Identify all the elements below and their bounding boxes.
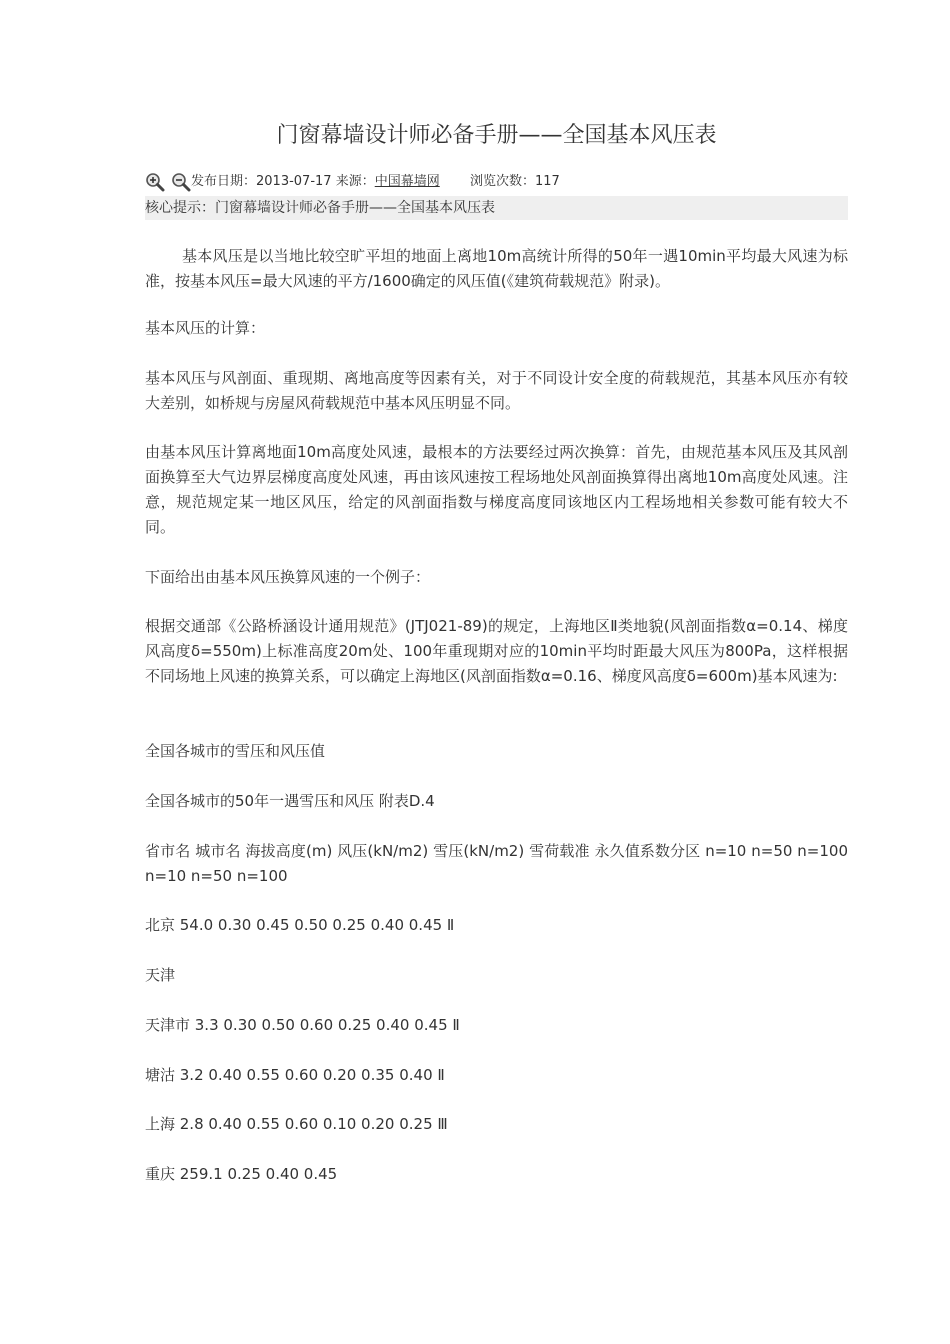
paragraph: 由基本风压计算离地面10m高度处风速，最根本的方法要经过两次换算：首先，由规范基本风压及其风剖面换算至大气边界层梯度高度处风速，再由该风速按工程场地处风剖面换算得出离地10m高度处风速。注意，规范规定某一地区风压，给定的风剖面指数与梯度高度同该地区内工程场地相关参数可能有较大不同。 — [145, 443, 848, 536]
paragraph: 基本风压的计算： — [145, 319, 266, 337]
table-row: 天津市 3.3 0.30 0.50 0.60 0.25 0.40 0.45 Ⅱ — [145, 1016, 460, 1034]
paragraph: 全国各城市的雪压和风压值 — [145, 742, 326, 760]
page-title: 门窗幕墙设计师必备手册——全国基本风压表 — [276, 123, 717, 148]
view-count: 浏览次数：117 — [470, 174, 560, 189]
table-header-text: 省市名 城市名 海拔高度(m) 风压(kN/m2) 雪压(kN/m2) 雪荷载准 永久值系数分区 n=10 n=50 n=100 n=10 n=50 n=100 — [145, 842, 848, 885]
article-meta — [145, 170, 848, 194]
paragraph: 全国各城市的50年一遇雪压和风压 附表D.4 — [145, 792, 435, 810]
paragraph: 基本风压与风剖面、重现期、离地高度等因素有关，对于不同设计安全度的荷载规范，其基本风压亦有较大差别，如桥规与房屋风荷载规范中基本风压明显不同。 — [145, 369, 848, 412]
paragraph: 基本风压是以当地比较空旷平坦的地面上离地10m高统计所得的50年一遇10min平均最大风速为标准，按基本风压=最大风速的平方/1600确定的风压值(《建筑荷载规范》附录)。 — [145, 247, 848, 290]
table-row: 上海 2.8 0.40 0.55 0.60 0.10 0.20 0.25 Ⅲ — [145, 1115, 448, 1133]
summary-box: 核心提示：门窗幕墙设计师必备手册——全国基本风压表 — [145, 196, 848, 220]
table-row: 天津 — [145, 966, 176, 984]
paragraph: 下面给出由基本风压换算风速的一个例子： — [145, 568, 431, 586]
table-row: 重庆 259.1 0.25 0.40 0.45 — [145, 1165, 338, 1183]
publish-date: 发布日期：2013-07-17 — [191, 174, 332, 189]
table-row: 塘沽 3.2 0.40 0.55 0.60 0.20 0.35 0.40 Ⅱ — [145, 1066, 445, 1084]
source-label: 来源： — [335, 174, 375, 189]
table-row: 北京 54.0 0.30 0.45 0.50 0.25 0.40 0.45 Ⅱ — [145, 916, 455, 934]
zoom-in-icon[interactable] — [145, 172, 165, 192]
zoom-out-icon[interactable] — [171, 172, 191, 192]
source-link[interactable]: 中国幕墙网 — [374, 174, 440, 189]
paragraph: 根据交通部《公路桥涵设计通用规范》(JTJ021-89)的规定，上海地区Ⅱ类地貌(风剖面指数α=0.14、梯度风高度δ=550m)上标准高度20m处、100年重现期对应的10min平均时距最大风压为800Pa，这样根据不同场地上风速的换算关系，可以确定上海地区(风剖面指数α=0.16、梯度风高度δ=600m)基本风速为: — [145, 617, 848, 685]
